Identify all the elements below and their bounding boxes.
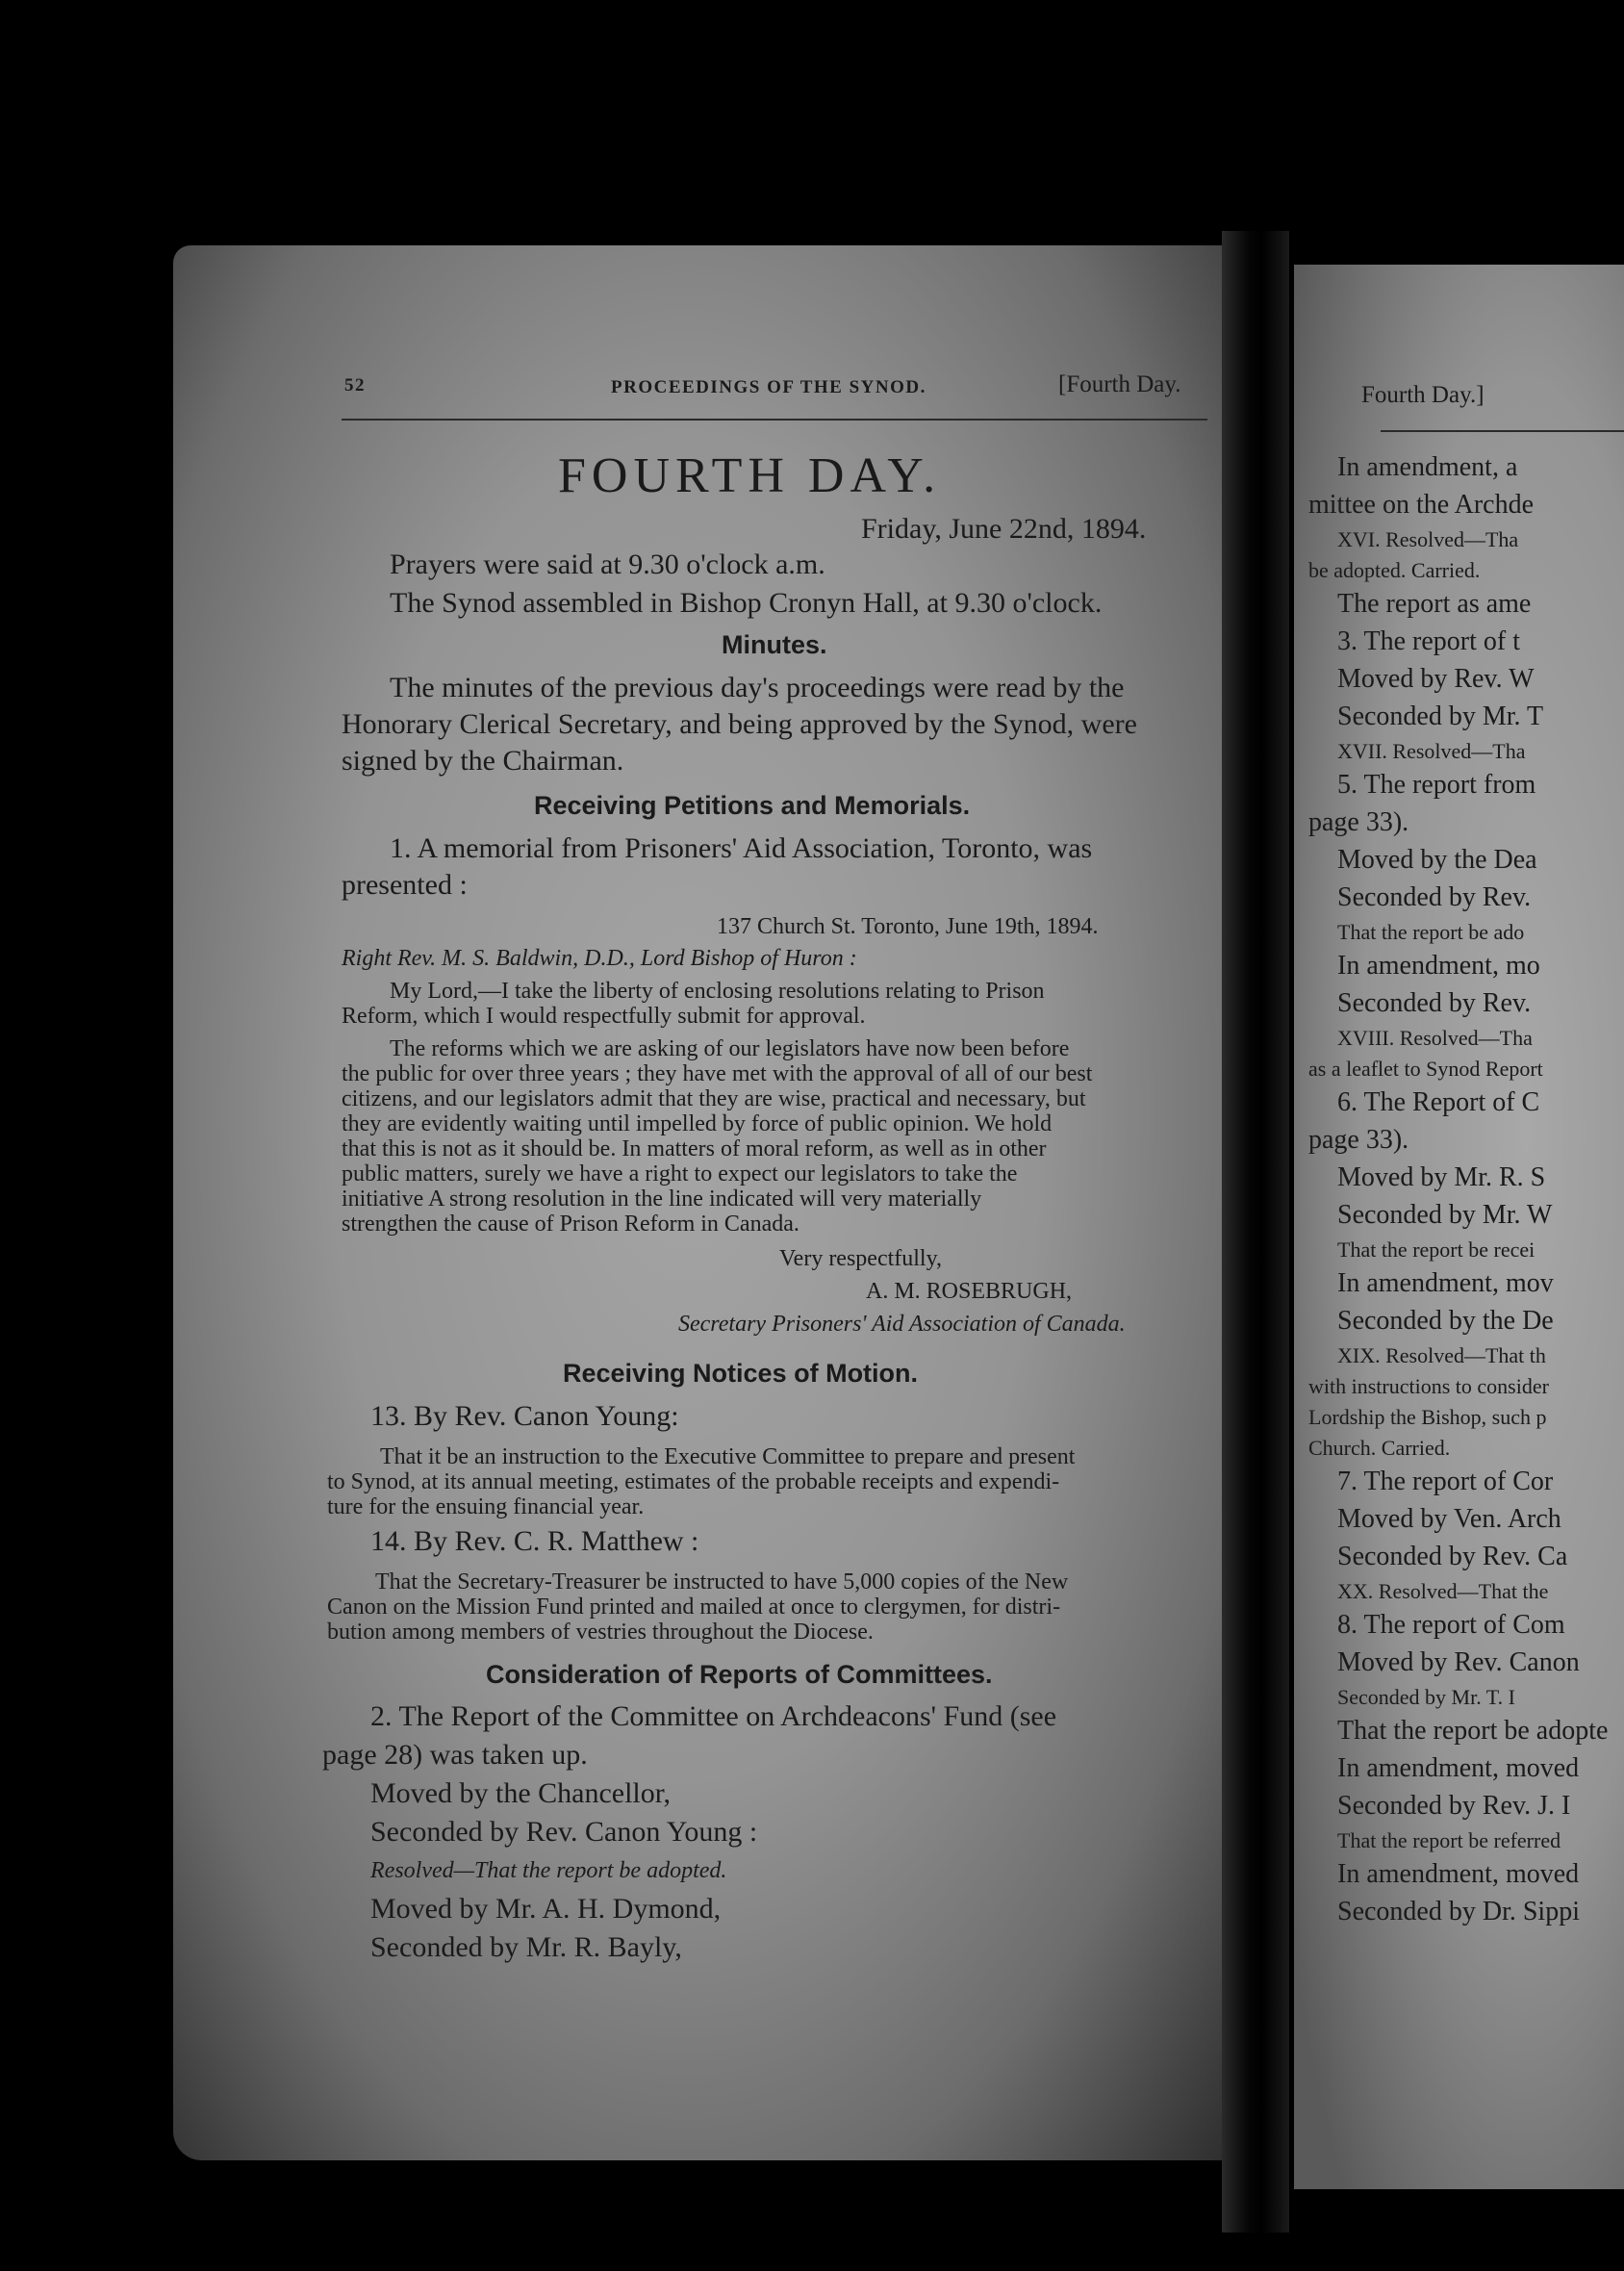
right-page-line: XX. Resolved—That the	[1337, 1579, 1549, 1603]
minutes-text-1: The minutes of the previous day's proceedings were read by the	[390, 672, 1125, 703]
right-page-line: Seconded by Rev. J. I	[1337, 1791, 1571, 1821]
right-page-line: Moved by Mr. R. S	[1337, 1162, 1546, 1192]
letter-line-4: the public for over three years ; they have met with the approval of all of our best	[342, 1061, 1093, 1086]
assembled-line: The Synod assembled in Bishop Cronyn Hall, at 9.30 o'clock.	[390, 587, 1103, 619]
right-page-line: XVI. Resolved—Tha	[1337, 527, 1519, 551]
right-page-line: Seconded by the De	[1337, 1306, 1554, 1336]
motion-14-line-2: Canon on the Mission Fund printed and mailed at once to clergymen, for distri-	[327, 1595, 1061, 1620]
report-2-line-2: page 28) was taken up.	[322, 1739, 588, 1771]
right-page-line: XVII. Resolved—Tha	[1337, 739, 1526, 763]
right-page-line: XIX. Resolved—That th	[1337, 1343, 1546, 1367]
notices-heading: Receiving Notices of Motion.	[563, 1359, 919, 1388]
petitions-heading: Receiving Petitions and Memorials.	[534, 791, 971, 820]
letter-salutation: Right Rev. M. S. Baldwin, D.D., Lord Bishop of Huron :	[342, 946, 857, 971]
right-page-line: Moved by Ven. Arch	[1337, 1504, 1561, 1534]
right-page	[1294, 265, 1624, 2189]
right-page-line: That the report be referred	[1337, 1828, 1561, 1852]
motion-14-line-3: bution among members of vestries throughout the Diocese.	[327, 1620, 874, 1645]
right-page-line: 5. The report from	[1337, 770, 1536, 800]
letter-line-3: The reforms which we are asking of our legislators have now been before	[390, 1036, 1070, 1061]
right-page-line: Seconded by Mr. W	[1337, 1200, 1553, 1230]
right-page-line: Church. Carried.	[1308, 1436, 1451, 1460]
motion-13-line-3: ture for the ensuing financial year.	[327, 1494, 645, 1519]
running-title: PROCEEDINGS OF THE SYNOD.	[611, 377, 926, 397]
right-page-line: as a leaflet to Synod Report	[1308, 1057, 1543, 1081]
letter-closing: Very respectfully,	[779, 1246, 943, 1271]
prayers-line: Prayers were said at 9.30 o'clock a.m.	[390, 549, 825, 580]
running-day-label: [Fourth Day.	[1058, 371, 1181, 397]
moved-by-dymond: Moved by Mr. A. H. Dymond,	[370, 1893, 722, 1925]
minutes-heading: Minutes.	[722, 630, 827, 659]
date-line: Friday, June 22nd, 1894.	[861, 513, 1147, 545]
header-rule	[342, 419, 1207, 421]
minutes-text-3: signed by the Chairman.	[342, 745, 624, 777]
right-page-line: In amendment, mo	[1337, 951, 1540, 981]
letter-line-1: My Lord,—I take the liberty of enclosing resolutions relating to Prison	[390, 979, 1045, 1004]
letter-line-2: Reform, which I would respectfully submit for approval.	[342, 1004, 866, 1029]
right-page-line: Seconded by Dr. Sippi	[1337, 1897, 1580, 1927]
letter-line-8: public matters, surely we have a right to expect our legislators to take the	[342, 1161, 1018, 1187]
right-page-line: Seconded by Mr. T	[1337, 702, 1544, 731]
right-page-line: That the report be ado	[1337, 920, 1525, 944]
right-page-line: Lordship the Bishop, such p	[1308, 1405, 1547, 1429]
resolved-line: Resolved—That the report be adopted.	[370, 1858, 727, 1883]
page-title: FOURTH DAY.	[558, 448, 942, 503]
right-page-line: Seconded by Rev.	[1337, 988, 1532, 1018]
right-page-line: XVIII. Resolved—Tha	[1337, 1026, 1533, 1050]
right-page-line: In amendment, moved	[1337, 1859, 1580, 1889]
right-page-line: page 33).	[1308, 1125, 1409, 1155]
letter-line-10: strengthen the cause of Prison Reform in Canada.	[342, 1212, 799, 1237]
right-page-line: That the report be adopte	[1337, 1716, 1609, 1746]
right-page-line: In amendment, moved	[1337, 1753, 1580, 1783]
right-page-line: 6. The Report of C	[1337, 1087, 1540, 1117]
right-page-line: with instructions to consider	[1308, 1374, 1549, 1398]
letter-signature: A. M. ROSEBRUGH,	[866, 1279, 1073, 1304]
book-gutter	[1222, 231, 1289, 2233]
right-page-line: Seconded by Rev. Ca	[1337, 1542, 1568, 1571]
right-page-line: Moved by the Dea	[1337, 845, 1537, 875]
right-page-line: The report as ame	[1337, 589, 1532, 619]
right-page-line: 7. The report of Cor	[1337, 1467, 1554, 1496]
minutes-text-2: Honorary Clerical Secretary, and being approved by the Synod, were	[342, 708, 1137, 740]
right-page-line: Moved by Rev. Canon	[1337, 1647, 1580, 1677]
right-page-line: mittee on the Archde	[1308, 490, 1535, 520]
letter-address: 137 Church St. Toronto, June 19th, 1894.	[717, 914, 1099, 939]
right-page-line: be adopted. Carried.	[1308, 558, 1481, 582]
motion-13-line-2: to Synod, at its annual meeting, estimates of the probable receipts and expendi-	[327, 1469, 1060, 1494]
right-running-head: Fourth Day.]	[1361, 382, 1484, 408]
reports-heading: Consideration of Reports of Committees.	[486, 1660, 993, 1689]
report-2-line-1: 2. The Report of the Committee on Archdeacons' Fund (see	[370, 1700, 1057, 1732]
right-page-line: In amendment, mov	[1337, 1268, 1554, 1298]
letter-line-9: initiative A strong resolution in the line indicated will very materially	[342, 1187, 982, 1212]
memorial-line-1: 1. A memorial from Prisoners' Aid Association, Toronto, was	[390, 832, 1093, 864]
motion-14-line-1: That the Secretary-Treasurer be instructed to have 5,000 copies of the New	[375, 1569, 1069, 1595]
seconded-by-canon-young: Seconded by Rev. Canon Young :	[370, 1816, 758, 1848]
seconded-by-bayly: Seconded by Mr. R. Bayly,	[370, 1931, 682, 1963]
letter-signature-title: Secretary Prisoners' Aid Association of Canada.	[678, 1312, 1126, 1337]
letter-line-7: that this is not as it should be. In matters of moral reform, as well as in other	[342, 1136, 1047, 1161]
right-page-line: 8. The report of Com	[1337, 1610, 1565, 1640]
right-page-line: That the report be recei	[1337, 1238, 1535, 1262]
motion-13-heading: 13. By Rev. Canon Young:	[370, 1400, 679, 1432]
right-page-text	[1294, 265, 1624, 2189]
moved-by-chancellor: Moved by the Chancellor,	[370, 1777, 672, 1809]
motion-13-line-1: That it be an instruction to the Executive Committee to prepare and present	[380, 1444, 1076, 1469]
right-page-line: 3. The report of t	[1337, 626, 1520, 656]
right-page-line: Seconded by Mr. T. I	[1337, 1685, 1515, 1709]
right-page-line: In amendment, a	[1337, 452, 1518, 482]
right-page-line: page 33).	[1308, 807, 1409, 837]
letter-line-5: citizens, and our legislators admit that they are wise, practical and necessary, but	[342, 1086, 1086, 1111]
left-page	[173, 245, 1241, 2160]
motion-14-heading: 14. By Rev. C. R. Matthew :	[370, 1525, 699, 1557]
page-number: 52	[344, 375, 366, 396]
right-page-line: Moved by Rev. W	[1337, 664, 1535, 694]
letter-line-6: they are evidently waiting until impelled by force of public opinion. We hold	[342, 1111, 1053, 1136]
right-page-line: Seconded by Rev.	[1337, 882, 1532, 912]
memorial-line-2: presented :	[342, 869, 468, 901]
